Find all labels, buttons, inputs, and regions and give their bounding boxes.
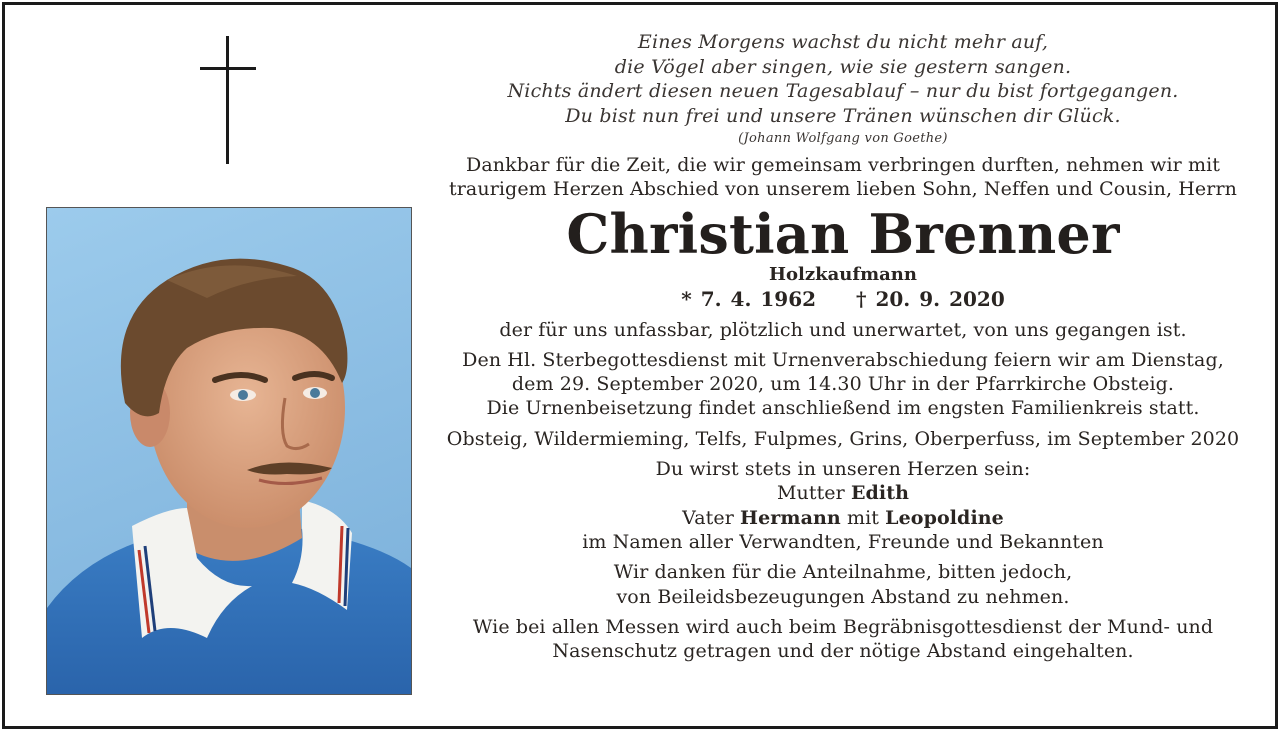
father-line (440, 506, 1246, 530)
intro-line: traurigem Herzen Abschied von unserem lieben Sohn, Neffen und Cousin, Herrn (449, 178, 1237, 201)
life-dates (440, 286, 1246, 312)
relatives-line: im Namen aller Verwandten, Freunde und Bekannten (582, 530, 1104, 553)
poem-author: (Johann Wolfgang von Goethe) (738, 131, 948, 146)
family-section (440, 457, 1246, 554)
service-info (440, 348, 1246, 421)
birth-date: * 7. 4. 1962 (681, 286, 817, 311)
passing-text: der für uns unfassbar, plötzlich und unerwartet, von uns gegangen ist. (499, 318, 1187, 341)
covid-line: Wie bei allen Messen wird auch beim Begräbnisgottesdienst der Mund- und (472, 615, 1214, 638)
places-date: Obsteig, Wildermieming, Telfs, Fulpmes, Grins, Oberperfuss, im September 2020 (446, 427, 1240, 450)
mother-prefix: Mutter (776, 482, 845, 505)
poem-line: die Vögel aber singen, wie sie gestern sangen. (614, 55, 1072, 78)
poem-line: Eines Morgens wachst du nicht mehr auf, (637, 31, 1049, 53)
father-name: Hermann (740, 506, 841, 529)
service-line: Die Urnenbeisetzung findet anschließend im engsten Familienkreis statt. (486, 397, 1200, 420)
covid-note (440, 615, 1246, 664)
obituary-text (440, 30, 1246, 663)
mother-name: Edith (850, 482, 910, 505)
poem-line: Nichts ändert diesen neuen Tagesablauf – nur du bist fortgegangen. (507, 80, 1179, 102)
father-prefix: Vater (682, 506, 734, 529)
intro-text (440, 153, 1246, 202)
thanks-text (440, 560, 1246, 609)
portrait-photo (46, 207, 412, 695)
occupation: Holzkaufmann (769, 263, 917, 285)
poem (440, 30, 1246, 128)
partner-name: Leopoldine (885, 506, 1004, 529)
heart-line: Du wirst stets in unseren Herzen sein: (655, 458, 1031, 481)
covid-line: Nasenschutz getragen und der nötige Abstand eingehalten. (552, 640, 1134, 663)
thanks-line: Wir danken für die Anteilnahme, bitten jedoch, (613, 561, 1073, 584)
service-line: dem 29. September 2020, um 14.30 Uhr in der Pfarrkirche Obsteig. (511, 373, 1175, 396)
death-date: † 20. 9. 2020 (856, 286, 1005, 311)
mother-line (440, 481, 1246, 505)
deceased-name: Christian Brenner (566, 201, 1120, 266)
service-line: Den Hl. Sterbegottesdienst mit Urnenverabschiedung feiern wir am Dienstag, (462, 348, 1224, 371)
thanks-line: von Beileidsbezeugungen Abstand zu nehmen. (616, 585, 1070, 608)
with-word: mit (846, 506, 880, 529)
poem-line: Du bist nun frei und unsere Tränen wünschen dir Glück. (565, 104, 1121, 127)
intro-line: Dankbar für die Zeit, die wir gemeinsam verbringen durften, nehmen wir mit (465, 154, 1221, 176)
